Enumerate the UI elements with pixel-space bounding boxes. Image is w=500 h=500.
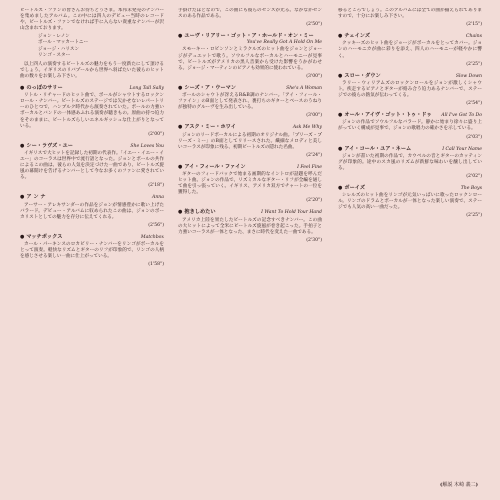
- song-heading: [20, 234, 164, 241]
- song-title-jp: チェインズ: [344, 33, 371, 40]
- member-name: ポール・マッカートニー: [38, 40, 89, 46]
- song-duration: (2'18"): [148, 183, 164, 189]
- song-heading: [20, 143, 164, 150]
- song-title-jp: シーズ・ア・ウーマン: [184, 84, 236, 91]
- song-title-en: She's A Woman: [286, 85, 322, 91]
- bullet-icon: ●: [20, 85, 25, 92]
- column-left: [20, 8, 164, 492]
- bullet-icon: ●: [338, 145, 343, 152]
- bullet-icon: ●: [338, 185, 343, 192]
- song-title-en: I Feel Fine: [297, 164, 322, 170]
- song-heading: [20, 194, 164, 201]
- song-title-en: She Loves You: [130, 143, 164, 149]
- song-description: スモーキー・ロビンソンとミラクルズのヒット曲をジョンとジョージがデュエットで歌う。ソウルフルなボーカルとハーモニーが見事で、ビートルズがアメリカの黒人音楽から受けた影響をうかがわせる。ジョージ・マーティンのピアノも効果的に使われている。: [178, 47, 322, 71]
- song-description: リトル・リチャードのヒット曲で、ポールがシャウトするロックンロール・ナンバー。ビートルズのステージでは欠かせないレパートリーのひとつで、ハンブルク時代から演奏されていた。ポールの力強いボーカルとバンドの一体感あふれる演奏が聴きもの。原曲の持つ迫力をそのままに、ビートルズらしいエネルギッシュな仕上がりとなっている。: [20, 93, 164, 129]
- intro-paragraph: 以上四人の演奏するビートルズの魅力をもう一度新たにして頂けるでしょう。イギリスのリバプールから世界へ羽ばたいた彼らのヒット曲の数々をお楽しみ下さい。: [20, 61, 164, 79]
- song-title-jp: アスク・ミー・ホワイ: [184, 124, 236, 131]
- member-name: ジョン・レノン: [38, 34, 70, 40]
- song-heading: [178, 33, 322, 39]
- song-title-en: I Want To Hold Your Hand: [261, 210, 322, 216]
- song-description: カール・パーキンスのロカビリー・ナンバーをリンゴがボーカルをとって演奏。軽快なリズムとギターのリフが印象的で、リンゴの人柄を感じさせる楽しい一曲に仕上がっている。: [20, 242, 164, 260]
- song-duration: (3'00"): [306, 113, 322, 119]
- song-title-en: All I've Got To Do: [441, 113, 482, 119]
- song-title-en: Matchbox: [140, 234, 164, 240]
- bullet-icon: ●: [20, 142, 25, 149]
- song-description: アーサー・アレキサンダーの作品をジョンが情感豊かに歌い上げたバラード。デビュー・アルバムに収められたこの曲は、ジョンのボーカリストとしての魅力を存分に伝えてくれる。: [20, 202, 164, 220]
- writer-credit: (解説 木崎 義二): [440, 482, 478, 488]
- song-title-jp: スロー・ダウン: [344, 72, 381, 79]
- song-title-jp: ア ン ナ: [26, 194, 46, 201]
- song-description: シレルズのヒット曲をリンゴが元気いっぱいに歌ったロックンロール。リンゴのドラムとボーカルが一体となった楽しい演奏で、ステージでも人気の高い一曲だった。: [338, 193, 482, 211]
- member-name: ジョージ・ハリスン: [38, 46, 80, 52]
- song-duration: (2'03"): [466, 134, 482, 140]
- song-title-jp: マッチボックス: [26, 233, 63, 240]
- song-title-en: Chains: [466, 34, 482, 40]
- song-duration: (2'02"): [466, 173, 482, 179]
- bullet-icon: ●: [338, 112, 343, 119]
- bullet-icon: ●: [178, 209, 183, 216]
- song-heading: [178, 209, 322, 216]
- song-title-en: Long Tall Sally: [129, 86, 164, 92]
- song-duration: (2'50"): [306, 22, 322, 28]
- song-description: ジョンの作品でソウルフルなバラード。静かに始まり徐々に盛り上がっていく構成が見事で、ジョンの歌唱力の確かさを示している。: [338, 120, 482, 132]
- song-title-jp: アイ・コール・ユア・ネーム: [344, 145, 412, 152]
- credit-name: 木崎 義二: [454, 482, 476, 488]
- song-title-en: Slow Down: [455, 73, 482, 79]
- bullet-icon: ●: [178, 124, 183, 131]
- song-description: アメリカ上陸を果たしたビートルズの記念すべきナンバー。この曲の大ヒットによって全米にビートルズ旋風が巻き起こった。手拍子と力強いコーラスが一体となった、まさに時代を変えた一曲である。: [178, 217, 322, 235]
- song-duration: (2'15"): [466, 22, 482, 28]
- song-title-jp: アイ・フィール・ファイン: [184, 163, 246, 170]
- song-title-en: I Call Your Name: [442, 146, 482, 152]
- song-heading: [178, 124, 322, 131]
- song-description: クッキーズのヒット曲をジョージがボーカルをとってカバー。ジョンのハーモニカが曲に彩りを添え、四人のハーモニーが軽やかに響く。: [338, 41, 482, 59]
- credit-label: 解説: [442, 482, 453, 488]
- song-duration: (2'00"): [148, 131, 164, 137]
- song-title-jp: オール・アイヴ・ゴット・トゥ・ドゥ: [344, 112, 432, 119]
- song-heading: [338, 73, 482, 80]
- song-description: イギリスで大ヒットを記録した初期の代表作。「イエー・イエー・イエー」のコーラスは世界中で流行語となった。ジョンとポールの共作によるこの曲は、彼らの人気を決定づけた一曲であり、ビートルズ旋風の幕開けを告げるナンバーとして今なお多くのファンに愛されている。: [20, 150, 164, 181]
- song-title-jp: シー・ラヴズ・ユー: [26, 142, 73, 149]
- lead-paragraph: 手掛けたほどなので、この曲にも彼らのセンスが光る。なかなかセンスのある作品である。: [178, 8, 322, 20]
- song-duration: (1'58"): [148, 262, 164, 268]
- bullet-icon: ●: [338, 72, 343, 79]
- member-list: [38, 34, 164, 58]
- song-description: ラリー・ウィリアムズのロックンロールをジョンが激しくシャウト。疾走するピアノとギターが絡み合う迫力あるナンバーで、ステージでの彼らの熱気が伝わってくる。: [338, 80, 482, 99]
- song-duration: (2'25"): [466, 61, 482, 67]
- song-title-en: Ask Me Why: [292, 125, 322, 131]
- song-duration: (2'30"): [306, 237, 322, 243]
- column-right: [338, 8, 482, 492]
- song-duration: (2'56"): [148, 222, 164, 228]
- song-title-en: You've Really Got A Hold On Me: [246, 40, 322, 46]
- song-heading: [338, 33, 482, 40]
- song-description: ポールのシャウトが冴えるR&B調のナンバー。「アイ・フィール・ファイン」のB面として発表され、裏打ちのギターとベースのうねりが独特のグルーヴを生み出している。: [178, 93, 322, 111]
- bullet-icon: ●: [178, 163, 183, 170]
- bullet-icon: ●: [20, 233, 25, 240]
- song-heading: [178, 85, 322, 92]
- song-title-jp: ユーヴ・リアリー・ゴット・ア・ホールド・オン・ミー: [184, 33, 314, 40]
- bullet-icon: ●: [178, 33, 183, 40]
- intro-paragraph: ビートルズ・ファンの皆さんお待ちどうさま。本邦未発売のナンバーを集めましたアルバム。この中には四人のデビュー当時のレコードや、ビートルズ・ファンでなければ手に入らない貴重なナンバーが沢山含まれております。: [20, 8, 164, 32]
- song-heading: [338, 146, 482, 153]
- song-duration: (3'00"): [306, 73, 322, 79]
- song-description: ギターのフィードバックで始まる画期的なイントロが話題を呼んだヒット曲。ジョンの作品で、リズミカルなギター・リフが全編を通して曲を引っ張っていく。イギリス、アメリカ双方でチャートの一位を獲得した。: [178, 171, 322, 196]
- song-heading: [338, 185, 482, 192]
- column-middle: [178, 8, 322, 492]
- song-duration: (2'24"): [306, 152, 322, 158]
- song-title-en: The Boys: [460, 186, 482, 192]
- song-title-jp: ボーイズ: [344, 185, 366, 192]
- song-title-en: Anna: [152, 195, 164, 201]
- bullet-icon: ●: [178, 84, 183, 91]
- song-heading: [20, 85, 164, 92]
- lead-paragraph: 移るところでしょう。このアルバムには全ての曲が揃えられてありますので、十分にお楽しみ下さい。: [338, 8, 482, 20]
- song-duration: (2'20"): [306, 198, 322, 204]
- song-title-jp: のっぽのサリー: [26, 85, 63, 92]
- song-heading: [178, 164, 322, 171]
- song-heading: [338, 112, 482, 119]
- song-description: ジョンが書いた初期の作品で、カウベルの音とギターのカッティングが印象的。途中のスカ風のリズムが新鮮な味わいを醸し出している。: [338, 153, 482, 171]
- song-title-jp: 抱きしめたい: [184, 209, 216, 216]
- member-name: リンゴ・スター: [38, 52, 71, 58]
- song-duration: (2'25"): [466, 213, 482, 219]
- bullet-icon: ●: [338, 33, 343, 40]
- song-duration: (2'54"): [466, 101, 482, 107]
- song-description: ジョンのリードボーカルによる初期のオリジナル曲。「プリーズ・プリーズ・ミー」のB面としてリリースされた。繊細なメロディと美しいコーラスが印象に残る、初期ビートルズの隠れた名曲。: [178, 132, 322, 150]
- bullet-icon: ●: [20, 194, 25, 201]
